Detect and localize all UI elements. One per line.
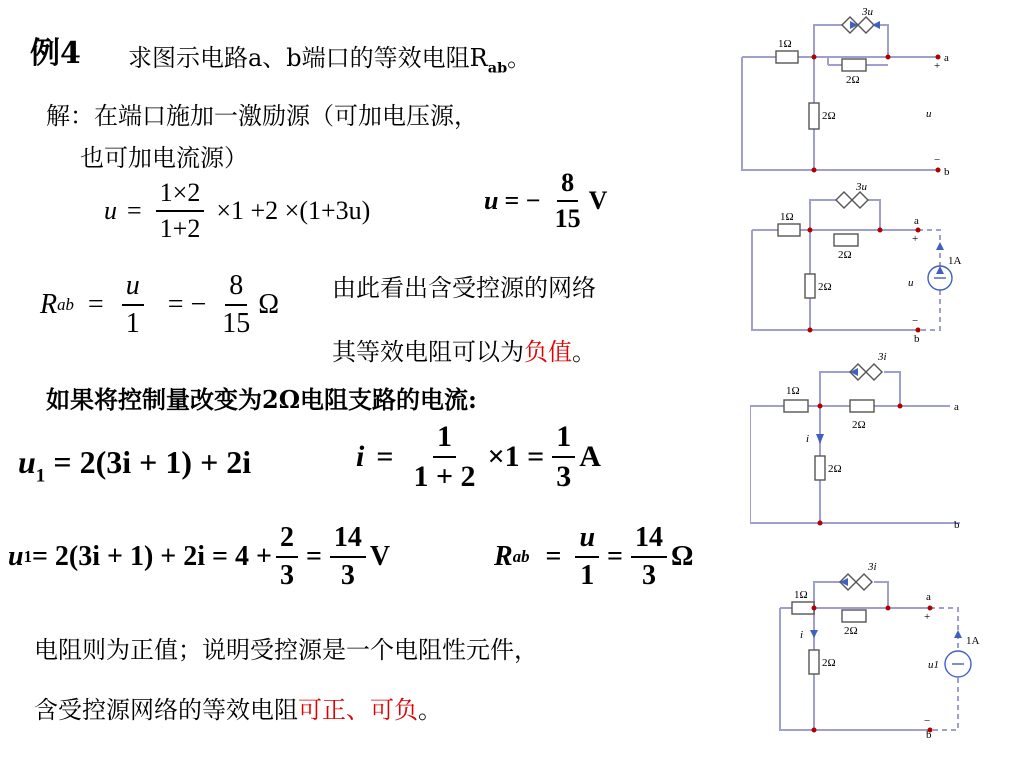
equation-u1: $u_1 = 2(3i + 1) + 2i$ [18, 444, 252, 487]
svg-text:a: a [954, 401, 959, 413]
svg-text:2Ω: 2Ω [846, 74, 860, 86]
circuit-diagram-3 [750, 348, 974, 528]
conclusion-line1: 电阻则为正值；说明受控源是一个电阻性元件， [34, 636, 538, 664]
svg-text:+: + [924, 611, 931, 623]
svg-text:−: − [934, 154, 941, 166]
equation-rab-positive: R ab = $\frac{u}{1}$ = $\frac{14}{3}$ Ω [494, 522, 694, 591]
svg-text:3u: 3u [862, 6, 873, 18]
fraction: $\frac{1}{1 + 2}$ [413, 420, 476, 493]
svg-text:2Ω: 2Ω [822, 657, 836, 669]
equation-rab-negative: R ab = $\frac{u}{1}$ = − $\frac{8}{15}$ Ω [40, 270, 280, 339]
svg-text:2Ω: 2Ω [844, 625, 858, 637]
circuit-diagram-4 [770, 558, 990, 738]
equation-i: i = $\frac{1}{1 + 2}$ ×1 = $\frac{1}{3}$ A [356, 420, 601, 493]
svg-text:1Ω: 1Ω [778, 38, 792, 50]
conclusion-line2: 含受控源网络的等效电阻可正、可负。 [34, 696, 442, 724]
svg-text:1Ω: 1Ω [786, 385, 800, 397]
fraction: $\frac{14}{3}$ [330, 522, 366, 592]
solution-line1: 解：在端口施加一激励源（可加电压源， [46, 102, 478, 130]
svg-text:a: a [926, 591, 931, 603]
svg-text:u: u [908, 277, 914, 289]
svg-text:1A: 1A [966, 635, 980, 647]
svg-text:+: + [912, 233, 919, 245]
circuit-diagram-2 [748, 182, 972, 342]
change-statement: 如果将控制量改变为2Ω电阻支路的电流: [46, 385, 477, 414]
svg-text:b: b [914, 333, 920, 342]
fraction: $\frac{1}{3}$ [552, 420, 575, 494]
svg-text:2Ω: 2Ω [838, 249, 852, 261]
remark-line1: 由此看出含受控源的网络 [332, 274, 596, 302]
svg-text:a: a [914, 215, 919, 227]
svg-text:a: a [944, 52, 949, 64]
svg-text:−: − [924, 715, 931, 727]
svg-text:i: i [800, 629, 804, 641]
fraction: $\frac{8}{15}$ [554, 168, 581, 233]
fraction: $\frac{u}{1}$ [575, 522, 599, 592]
svg-text:b: b [944, 166, 950, 177]
svg-text:3i: 3i [868, 561, 877, 573]
svg-text:1Ω: 1Ω [780, 211, 794, 223]
svg-text:3u: 3u [856, 182, 867, 193]
svg-text:+: + [934, 60, 941, 72]
fraction: $\frac{1\times 2}{1+2}$ [156, 178, 205, 244]
svg-text:b: b [926, 729, 932, 738]
svg-text:2Ω: 2Ω [822, 110, 836, 122]
equation-u: u = $\frac{1\times 2}{1+2}$ ×1 +2 ×(1+3u) [104, 178, 371, 243]
svg-text:u1: u1 [928, 659, 939, 671]
svg-text:2Ω: 2Ω [818, 281, 832, 293]
example-title [30, 28, 81, 72]
solution-line2: 也可加电流源） [80, 144, 248, 172]
equation-u-result: u = − $\frac{8}{15}$ V [484, 168, 608, 233]
equation-u1-value: u 1 = 2(3i + 1) + 2i = 4 + $\frac{2}{3}$ = $\frac{14}{3}$ V [8, 522, 391, 591]
fraction: $\frac{u}{1}$ [122, 270, 144, 340]
svg-text:i: i [806, 433, 810, 445]
svg-text:2Ω: 2Ω [852, 419, 866, 431]
remark-line2: 其等效电阻可以为负值。 [332, 338, 596, 366]
svg-text:u: u [926, 108, 932, 120]
fraction: $\frac{2}{3}$ [276, 522, 298, 592]
svg-text:2Ω: 2Ω [828, 463, 842, 475]
svg-text:1Ω: 1Ω [794, 589, 808, 601]
svg-text:3i: 3i [878, 351, 887, 363]
fraction: $\frac{14}{3}$ [631, 522, 667, 592]
example-label: 例4 [30, 36, 81, 71]
svg-text:−: − [912, 315, 919, 327]
fraction: $\frac{8}{15}$ [222, 270, 251, 339]
problem-statement: 求图示电路a、b端口的等效电阻$R_{ab}$。 [128, 44, 532, 77]
svg-text:1A: 1A [948, 255, 962, 267]
svg-text:b: b [954, 519, 960, 528]
circuit-diagram-1 [738, 5, 964, 177]
